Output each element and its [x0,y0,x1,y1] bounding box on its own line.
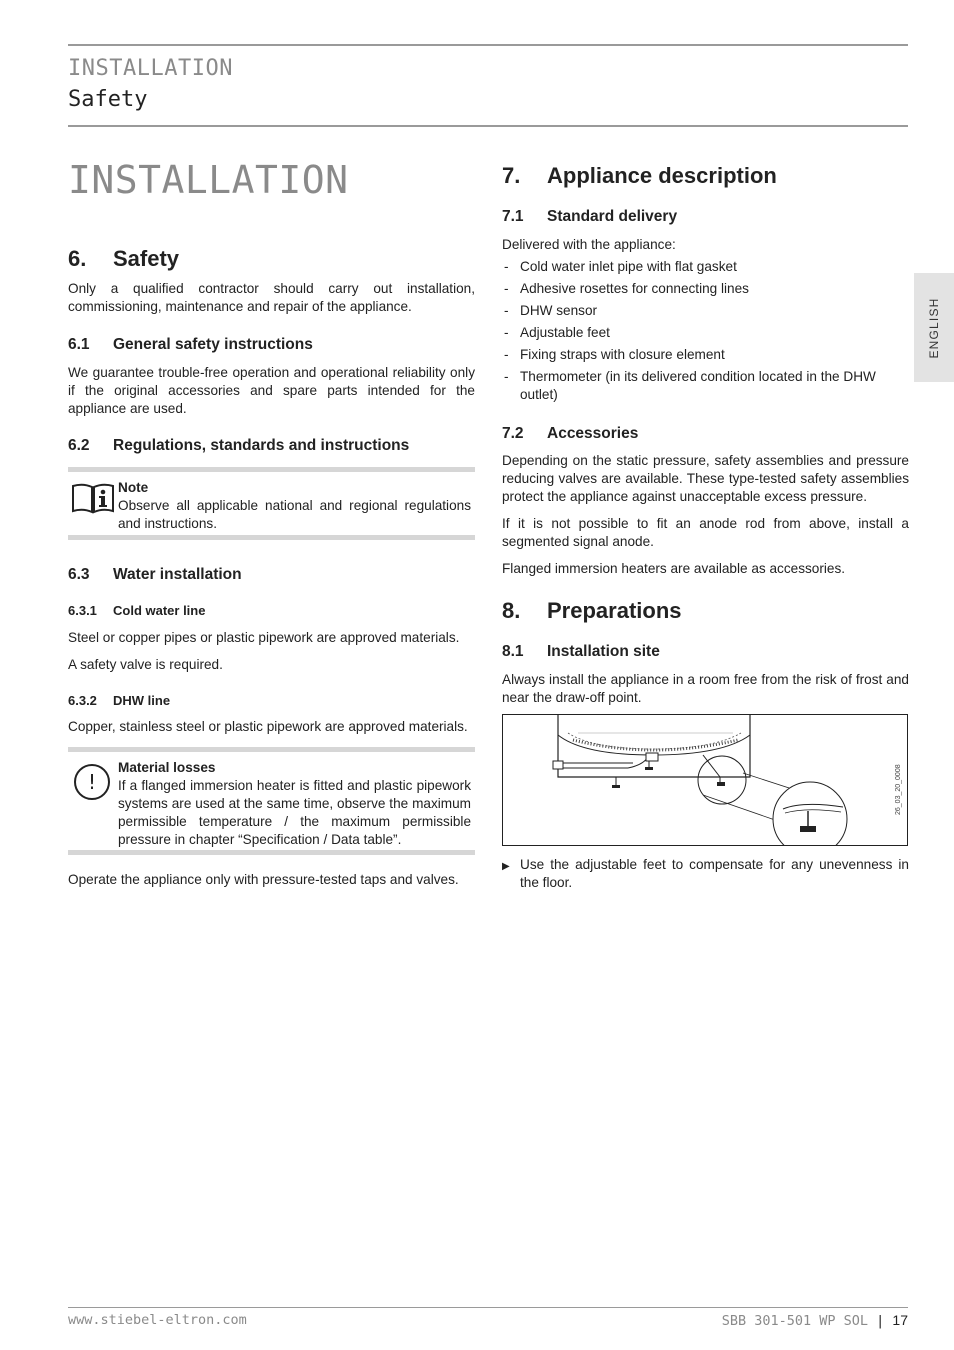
delivery-intro: Delivered with the appliance: [502,237,676,252]
list-item: - Fixing straps with closure element [504,347,725,362]
header-subsection-title: Safety [68,87,148,112]
section-6-heading [68,246,179,272]
section-7-heading: 7. Appliance description [502,163,777,188]
section-title: Safety [113,246,180,271]
footer-url: www.stiebel-eltron.com [68,1312,247,1328]
list-item: - Cold water inlet pipe with flat gasket [504,259,737,274]
header-top-rule [68,44,908,46]
note-text: Observe all applicable national and regional regulations and instructions. [118,498,471,531]
section-8-1-heading: 8.1 Installation site [502,643,660,660]
footer-model-page: SBB 301-501 WP SOL | 17 [721,1312,908,1329]
section-7-2-text: Depending on the static pressure, safety assemblies and pressure reducing valves are available. These type-tested safety assemblies protect the appliance against unacceptable excess pressure. If it is not possible to fit an anode rod from above, install a segmented signal anode. Flanged immersion heaters are available as accessories. [502,453,909,576]
section-6-3-1-heading: 6.3.1 Cold water line [68,603,206,618]
page-title: INSTALLATION [68,158,349,202]
delivery-list [502,258,909,404]
header-bottom-rule [68,125,908,127]
section-7-1-content [502,236,909,408]
list-item: - DHW sensor [504,303,598,318]
safety-intro: Only a qualified contractor should carry out installation, commissioning, maintenance and repair of the appliance. [68,281,475,314]
language-tab [914,273,954,382]
section-8-1-text: Always install the appliance in a room free from the risk of frost and near the draw-off point. [502,672,909,705]
warning-icon [73,763,111,801]
header-section-title: INSTALLATION [68,56,233,81]
svg-text:!: ! [87,770,97,794]
note-title: Note [118,480,149,495]
footer-rule [68,1307,908,1308]
figure-code: 26_03_20_0008 [895,764,902,815]
note-box [68,467,475,540]
section-7-2-heading: 7.2 Accessories [502,425,639,442]
manual-info-icon [71,481,115,515]
list-item: - Thermometer (in its delivered condition located in the DHW outlet) [504,369,876,402]
triangle-bullet-icon: ▶ [502,861,510,872]
section-6-3-1-text: Steel or copper pipes or plastic pipework are approved materials. A safety valve is required. [68,630,460,672]
adjustable-feet-illustration [503,715,907,845]
section-number: 6. [68,246,87,271]
section-6-1-heading: 6.1 General safety instructions [68,336,313,353]
section-6-3-heading: 6.3 Water installation [68,566,242,583]
warning-box [68,747,475,855]
page-number: 17 [892,1312,908,1328]
installation-figure [502,714,908,846]
footer-model: SBB 301-501 WP SOL [721,1313,869,1329]
section-6-2-heading: 6.2 Regulations, standards and instructions [68,437,410,454]
section-6-1-text: We guarantee trouble-free operation and operational reliability only if the original accessories and spare parts intended for the appliance are used. [68,365,475,416]
section-7-1-heading: 7.1 Standard delivery [502,208,678,225]
section-6-3-2-heading: 6.3.2 DHW line [68,693,171,708]
instruction-step: ▶ Use the adjustable feet to compensate for any unevenness in the floor. [502,857,909,890]
safety-closing: Operate the appliance only with pressure-tested taps and valves. [68,872,459,887]
list-item: - Adhesive rosettes for connecting lines [504,281,749,296]
section-8-heading: 8. Preparations [502,598,682,623]
list-item: - Adjustable feet [504,325,610,340]
warning-title: Material losses [118,760,216,775]
section-6-3-2-text: Copper, stainless steel or plastic pipework are approved materials. [68,719,468,734]
warning-text: If a flanged immersion heater is fitted and plastic pipework systems are used at the same time, observe the maximum permissible temperature / the maximum permissible pressure in chapter “Specification / Data table”. [118,778,471,847]
language-tab-label: ENGLISH [927,296,941,359]
